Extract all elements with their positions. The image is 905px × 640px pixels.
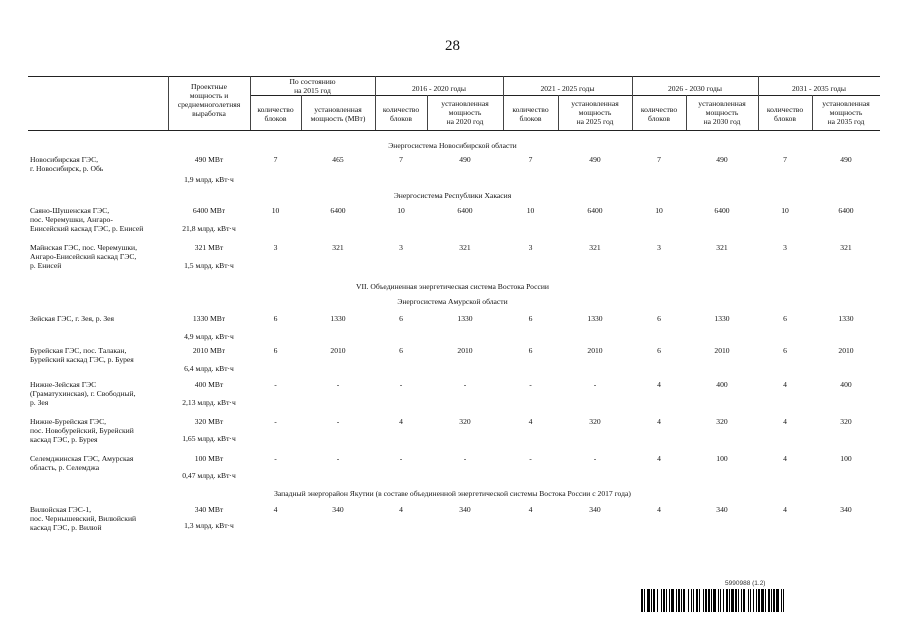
block-count: 7 — [657, 155, 661, 164]
installed-capacity: 6400 — [330, 206, 346, 215]
block-count: 6 — [657, 346, 661, 355]
average-annual-output: 21,8 млрд. кВт·ч — [182, 224, 236, 233]
average-annual-output: 2,13 млрд. кВт·ч — [182, 398, 236, 407]
header-capacity: установленная мощность на 2025 год — [571, 99, 619, 126]
plant-name: Нижне-Бурейская ГЭС, пос. Новобурейский, Бурейский каскад ГЭС, р. Бурея — [30, 417, 134, 444]
section-title: Западный энергорайон Якутии (в составе объединенной энергетической системы Востока России с 2017 года) — [274, 489, 631, 498]
block-count: 7 — [783, 155, 787, 164]
installed-capacity: - — [593, 454, 597, 463]
installed-capacity: 321 — [459, 243, 471, 252]
installed-capacity: - — [336, 380, 340, 389]
installed-capacity: 1330 — [330, 314, 346, 323]
block-count: 3 — [273, 243, 278, 252]
block-count: 3 — [783, 243, 787, 252]
installed-capacity: 490 — [716, 155, 728, 164]
header-blocks: количество блоков — [766, 105, 804, 123]
header-blocks: количество блоков — [512, 105, 549, 123]
header-capacity: установленная мощность на 2020 год — [441, 99, 489, 126]
section-title: VII. Объединенная энергетическая система Востока России — [356, 282, 549, 291]
block-count: 4 — [528, 417, 533, 426]
design-capacity: 340 МВт — [194, 505, 224, 514]
plant-name: Бурейская ГЭС, пос. Талакан, Бурейский каскад ГЭС, р. Бурея — [30, 346, 134, 364]
installed-capacity: 2010 — [838, 346, 854, 355]
installed-capacity: 1330 — [457, 314, 473, 323]
header-capacity: установленная мощность на 2030 год — [698, 99, 746, 126]
header-top-rule — [28, 76, 880, 77]
block-count: 4 — [528, 505, 533, 514]
average-annual-output: 1,65 млрд. кВт·ч — [182, 434, 236, 443]
block-count: 3 — [399, 243, 403, 252]
block-count: 6 — [528, 346, 533, 355]
plant-name: Майнская ГЭС, пос. Черемушки, Ангаро-Енисейский каскад ГЭС, р. Енисей — [30, 243, 138, 270]
design-capacity: 321 МВт — [194, 243, 224, 252]
installed-capacity: - — [463, 380, 467, 389]
block-count: 10 — [271, 206, 280, 215]
header-period: 2016 - 2020 годы — [411, 84, 467, 93]
block-count: 10 — [397, 206, 405, 215]
installed-capacity: 490 — [840, 155, 852, 164]
installed-capacity: 400 — [716, 380, 728, 389]
installed-capacity: 1330 — [714, 314, 730, 323]
installed-capacity: 320 — [459, 417, 471, 426]
installed-capacity: - — [593, 380, 597, 389]
block-count: - — [274, 417, 277, 426]
block-count: 6 — [399, 346, 403, 355]
installed-capacity: 2010 — [330, 346, 346, 355]
average-annual-output: 1,5 млрд. кВт·ч — [184, 261, 234, 270]
installed-capacity: 321 — [716, 243, 728, 252]
section-title: Энергосистема Амурской области — [397, 297, 508, 306]
header-period: 2021 - 2025 годы — [540, 84, 595, 93]
installed-capacity: 320 — [589, 417, 601, 426]
installed-capacity: 6400 — [457, 206, 473, 215]
header-period: 2031 - 2035 годы — [791, 84, 847, 93]
header-project-capacity: Проектные мощность и среднемноголетняя выработка — [177, 82, 241, 118]
plant-name: Нижне-Зейская ГЭС (Граматухинская), г. Свободный, р. Зея — [30, 380, 136, 407]
header-capacity: установленная мощность на 2035 год — [822, 99, 870, 126]
plant-name: Зейская ГЭС, г. Зея, р. Зея — [30, 314, 114, 323]
average-annual-output: 4,9 млрд. кВт·ч — [184, 332, 234, 341]
document-barcode — [641, 589, 874, 612]
plant-name: Селемджинская ГЭС, Амурская область, р. Селемджа — [30, 454, 134, 472]
block-count: 4 — [399, 417, 403, 426]
block-count: 10 — [526, 206, 535, 215]
design-capacity: 490 МВт — [194, 155, 224, 164]
installed-capacity: 340 — [459, 505, 471, 514]
average-annual-output: 1,3 млрд. кВт·ч — [184, 521, 234, 530]
block-count: 10 — [781, 206, 789, 215]
block-count: 10 — [655, 206, 663, 215]
installed-capacity: 490 — [589, 155, 601, 164]
installed-capacity: 1330 — [587, 314, 603, 323]
block-count: 7 — [528, 155, 533, 164]
block-count: 6 — [783, 346, 787, 355]
block-count: 4 — [657, 380, 661, 389]
header-bottom-rule — [28, 130, 880, 131]
installed-capacity: 6400 — [587, 206, 603, 215]
header-period: 2026 - 2030 годы — [667, 84, 723, 93]
block-count: 6 — [399, 314, 403, 323]
block-count: 3 — [657, 243, 661, 252]
block-count: 4 — [273, 505, 278, 514]
design-capacity: 6400 МВт — [192, 206, 226, 215]
installed-capacity: 490 — [459, 155, 471, 164]
average-annual-output: 1,9 млрд. кВт·ч — [184, 175, 234, 184]
installed-capacity: 340 — [332, 505, 344, 514]
installed-capacity: 340 — [840, 505, 852, 514]
installed-capacity: - — [336, 454, 340, 463]
block-count: 4 — [657, 505, 661, 514]
block-count: 3 — [528, 243, 533, 252]
header-divider — [168, 76, 169, 130]
block-count: - — [274, 454, 277, 463]
section-title: Энергосистема Новосибирской области — [388, 141, 517, 150]
installed-capacity: 340 — [716, 505, 728, 514]
header-period: По состоянию на 2015 год — [289, 77, 336, 95]
block-count: 4 — [399, 505, 403, 514]
average-annual-output: 0,47 млрд. кВт·ч — [182, 471, 236, 480]
design-capacity: 320 МВт — [194, 417, 224, 426]
design-capacity: 2010 МВт — [192, 346, 226, 355]
design-capacity: 400 МВт — [194, 380, 224, 389]
block-count: - — [274, 380, 277, 389]
block-count: 4 — [783, 505, 787, 514]
installed-capacity: 6400 — [714, 206, 730, 215]
barcode-bar — [784, 589, 786, 612]
block-count: - — [399, 380, 403, 389]
block-count: 6 — [657, 314, 661, 323]
block-count: 4 — [657, 417, 661, 426]
installed-capacity: 2010 — [587, 346, 603, 355]
block-count: 7 — [399, 155, 403, 164]
header-blocks: количество блоков — [257, 105, 294, 123]
installed-capacity: 320 — [840, 417, 852, 426]
installed-capacity: 100 — [840, 454, 852, 463]
header-capacity: установленная мощность (МВт) — [310, 105, 366, 123]
design-capacity: 1330 МВт — [192, 314, 226, 323]
installed-capacity: 321 — [840, 243, 852, 252]
plant-name: Саяно-Шушенская ГЭС, пос. Черемушки, Ангаро- Енисейский каскад ГЭС, р. Енисей — [30, 206, 144, 233]
installed-capacity: 2010 — [714, 346, 730, 355]
block-count: 4 — [783, 454, 787, 463]
installed-capacity: 340 — [589, 505, 601, 514]
installed-capacity: 321 — [332, 243, 344, 252]
installed-capacity: - — [463, 454, 467, 463]
installed-capacity: 321 — [589, 243, 601, 252]
header-blocks: количество блоков — [640, 105, 678, 123]
block-count: 6 — [273, 314, 278, 323]
plant-name: Новосибирская ГЭС, г. Новосибирск, р. Обь — [30, 155, 104, 173]
design-capacity: 100 МВт — [194, 454, 224, 463]
block-count: - — [399, 454, 403, 463]
block-count: 6 — [528, 314, 533, 323]
block-count: - — [529, 380, 532, 389]
block-count: 4 — [783, 417, 787, 426]
header-blocks: количество блоков — [382, 105, 420, 123]
installed-capacity: 465 — [332, 155, 344, 164]
installed-capacity: 400 — [840, 380, 852, 389]
block-count: 4 — [657, 454, 661, 463]
installed-capacity: 100 — [716, 454, 728, 463]
section-title: Энергосистема Республики Хакасия — [393, 191, 512, 200]
header-period-rule — [250, 95, 880, 96]
installed-capacity: 1330 — [838, 314, 854, 323]
installed-capacity: 6400 — [838, 206, 854, 215]
plant-name: Вилюйская ГЭС-1, пос. Чернышевский, Вилюйский каскад ГЭС, р. Вилюй — [30, 505, 137, 532]
block-count: 7 — [273, 155, 278, 164]
document-barcode-label: 5990988 (1.2) — [725, 580, 766, 587]
block-count: - — [529, 454, 532, 463]
page-number: 28 — [445, 38, 460, 54]
block-count: 6 — [783, 314, 787, 323]
block-count: 6 — [273, 346, 278, 355]
installed-capacity: 320 — [716, 417, 728, 426]
installed-capacity: 2010 — [457, 346, 473, 355]
block-count: 4 — [783, 380, 787, 389]
average-annual-output: 6,4 млрд. кВт·ч — [184, 364, 234, 373]
installed-capacity: - — [336, 417, 340, 426]
